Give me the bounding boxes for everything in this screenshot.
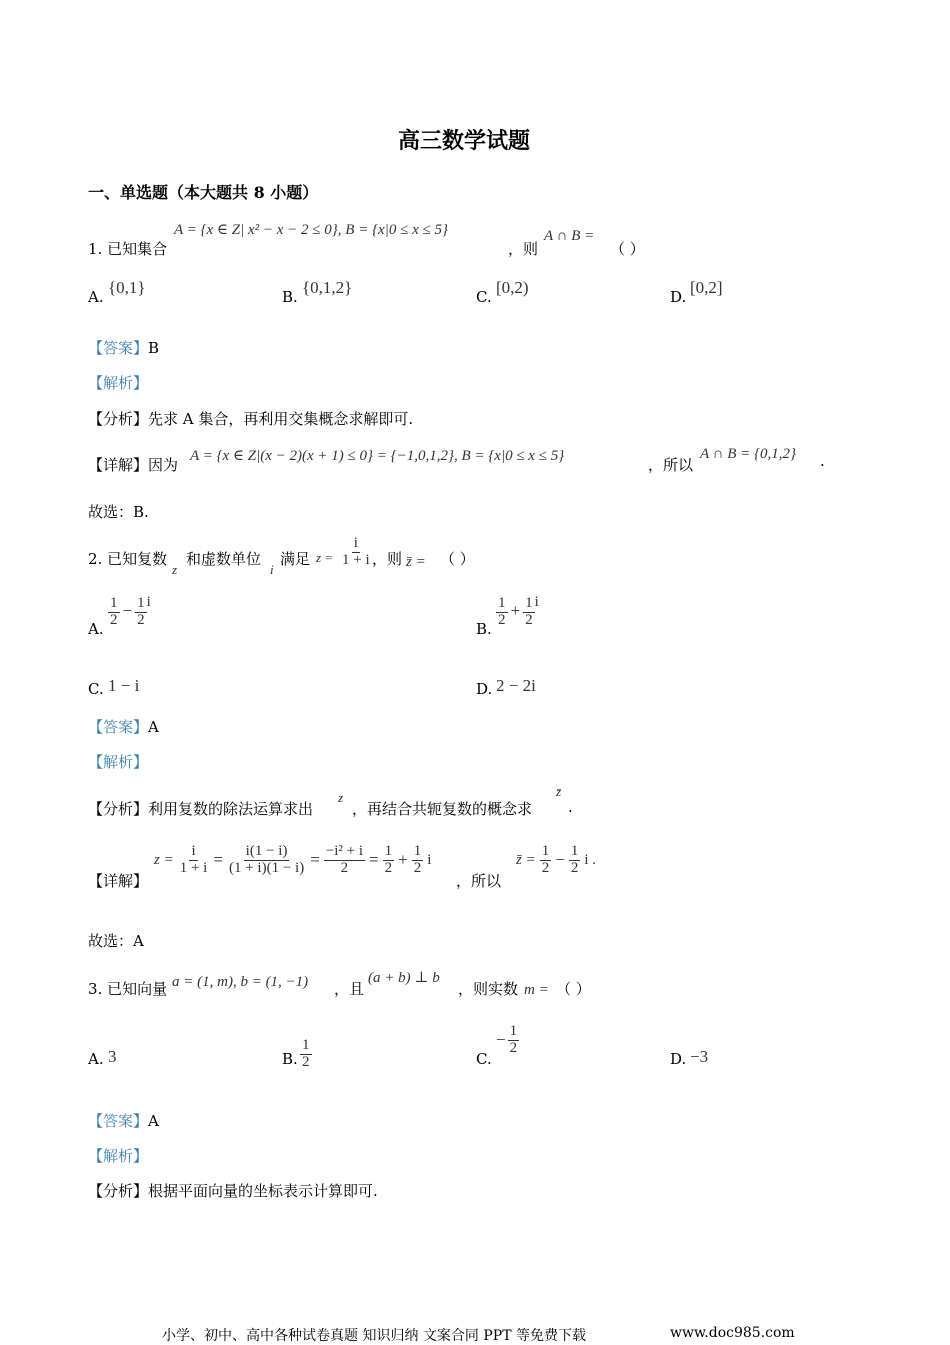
fraction-denominator: 2: [302, 1053, 310, 1070]
q1-xiangjie-math2: A ∩ B = {0,1,2}: [700, 446, 797, 462]
imag-unit: i: [534, 594, 539, 610]
q2-option-b-value: [496, 594, 539, 628]
fraction-numerator: −i² + i: [325, 843, 364, 859]
q3-m: m =: [524, 982, 549, 998]
q2-option-b-label: B.: [476, 620, 492, 638]
fraction-denominator: 2: [384, 859, 393, 876]
q1-option-d-value: [0,2]: [690, 278, 723, 297]
fraction-numerator: 1: [509, 1023, 518, 1039]
q2-option-d-value: 2 − 2i: [496, 676, 536, 695]
fenxi-tag: 【分析】: [88, 800, 149, 818]
fenxi-text: 根据平面向量的坐标表示计算即可.: [148, 1182, 378, 1200]
q2-stem-b: 和虚数单位: [186, 550, 262, 568]
fraction-denominator: 2: [525, 611, 533, 628]
footer-text: 小学、初中、高中各种试卷真题 知识归纳 文案合同 PPT 等免费下载: [162, 1328, 586, 1344]
q1-option-c-label: C.: [476, 288, 492, 306]
answer-value: A: [148, 718, 159, 736]
q2-fenxi-end: .: [568, 798, 573, 816]
fraction-denominator: (1 + i)(1 − i): [228, 859, 305, 876]
q3-jiexi-tag: 【解析】: [88, 1147, 149, 1165]
q1-xiangjie-end: .: [820, 452, 825, 470]
q2-eq-lhs: z =: [316, 550, 334, 565]
q1-answer: [88, 337, 159, 358]
q3-option-a-value: 3: [108, 1047, 117, 1066]
q2-xiangjie-math2: [516, 844, 596, 877]
q2-stem-c: 满足: [280, 550, 311, 568]
imag-unit: i: [146, 594, 151, 610]
imag-unit: i: [427, 851, 432, 868]
q3-paren: （ ）: [556, 980, 591, 998]
q2-stem-a: 2. 已知复数: [88, 550, 168, 568]
q1-then: ，则: [508, 240, 539, 258]
xiangjie-tag: 【详解】: [88, 456, 149, 474]
q2-guxuan: 故选：A: [88, 932, 144, 950]
minus: −: [555, 850, 565, 870]
fraction-numerator: i: [353, 535, 358, 551]
q1-option-b-value: {0,1,2}: [302, 278, 353, 297]
answer-tag: 【答案】: [88, 339, 149, 357]
q1-jiexi-tag: 【解析】: [88, 374, 149, 392]
q1-xiangjie-math: A = {x ∈ Z|(x − 2)(x + 1) ≤ 0} = {−1,0,1,2}, B = {x|0 ≤ x ≤ 5}: [190, 448, 565, 464]
q2-option-c-label: C.: [88, 680, 104, 698]
math-zbar: z̄ =: [516, 851, 536, 868]
q2-answer: [88, 716, 159, 737]
q3-option-b-label: B.: [282, 1050, 298, 1068]
page-title: 高三数学试题: [398, 128, 531, 154]
q2-option-d-label: D.: [476, 680, 493, 698]
fenxi-tag: 【分析】: [88, 1182, 149, 1200]
footer-link[interactable]: www.doc985.com: [670, 1325, 795, 1341]
q3-stem-b: ，且: [334, 980, 365, 998]
fraction-numerator: 1: [570, 843, 579, 859]
q1-option-c-value: [0,2): [496, 278, 529, 297]
fraction-numerator: 1: [498, 594, 506, 611]
section-heading: 一、单选题（本大题共 8 小题）: [88, 183, 319, 202]
answer-tag: 【答案】: [88, 1112, 149, 1130]
math-z: z =: [154, 851, 174, 868]
q3-vecs: a = (1, m), b = (1, −1): [172, 974, 309, 990]
answer-value: B: [148, 339, 160, 357]
q3-option-c-value: [496, 1024, 519, 1057]
minus-sign: −: [496, 1030, 506, 1050]
q2-fenxi-zbar: z̄: [556, 784, 562, 799]
fraction-numerator: 1: [413, 843, 422, 859]
q3-option-c-label: C.: [476, 1050, 492, 1068]
q3-perp: (a + b) ⊥ b: [368, 970, 440, 986]
q2-z: z: [172, 562, 178, 577]
q1-xiangjie: [88, 454, 178, 475]
fraction-numerator: i: [191, 843, 196, 859]
q3-option-b-value: [300, 1038, 312, 1071]
q1-option-d-label: D.: [670, 288, 687, 306]
q2-zbar: z̄ =: [406, 554, 426, 570]
q3-stem-c: ，则实数: [458, 980, 519, 998]
fraction-numerator: 1: [302, 1037, 310, 1053]
q1-fenxi: [88, 408, 413, 429]
q3-stem-a: 3. 已知向量: [88, 980, 168, 998]
fraction-numerator: 1: [525, 594, 533, 611]
q1-option-a-label: A.: [88, 288, 104, 306]
fraction-denominator: 2: [340, 859, 349, 876]
q2-option-c-value: 1 − i: [108, 676, 140, 695]
equals: =: [213, 850, 223, 870]
q1-stem: 1. 已知集合: [88, 240, 168, 258]
q1-option-a-value: {0,1}: [108, 278, 146, 297]
fraction-denominator: 2: [541, 859, 550, 876]
fenxi-text-a: 利用复数的除法运算求出: [148, 800, 314, 818]
q3-option-d-value: −3: [690, 1047, 709, 1066]
q3-fenxi: [88, 1180, 378, 1201]
q2-option-a-value: [108, 594, 151, 628]
q2-i: i: [270, 562, 274, 577]
q2-xiangjie-math: [154, 844, 431, 877]
fraction-denominator: 1 + i: [342, 551, 370, 568]
fraction-numerator: 1: [137, 594, 145, 611]
q3-answer: [88, 1110, 159, 1131]
fraction-numerator: i(1 − i): [245, 843, 288, 859]
q2-xiangjie-tag: 【详解】: [88, 872, 149, 890]
fenxi-text: 先求 A 集合，再利用交集概念求解即可.: [148, 410, 414, 428]
fraction-numerator: 1: [541, 843, 550, 859]
fraction-denominator: 2: [570, 859, 579, 876]
q2-fenxi-z: z: [338, 790, 344, 805]
q2-paren: （ ）: [440, 550, 475, 568]
fraction-denominator: 1 + i: [179, 859, 208, 876]
q2-fenxi-text-b: ，再结合共轭复数的概念求: [352, 800, 533, 818]
q3-option-d-label: D.: [670, 1050, 687, 1068]
plus: +: [398, 850, 408, 870]
operator: +: [510, 601, 521, 620]
tail: i .: [584, 851, 596, 868]
q2-eq-frac: [340, 536, 372, 569]
q1-guxuan: 故选：B.: [88, 503, 149, 521]
q2-jiexi-tag: 【解析】: [88, 753, 149, 771]
equals: =: [369, 850, 379, 870]
q3-option-a-label: A.: [88, 1050, 104, 1068]
fraction-denominator: 2: [137, 611, 145, 628]
answer-tag: 【答案】: [88, 718, 149, 736]
q2-xiangjie-so: ，所以: [456, 872, 502, 890]
fenxi-tag: 【分析】: [88, 410, 149, 428]
q1-math-ask: A ∩ B =: [544, 228, 595, 244]
fraction-denominator: 2: [498, 611, 506, 628]
operator: −: [122, 601, 133, 620]
answer-value: A: [148, 1112, 159, 1130]
q1-paren: （ ）: [610, 240, 645, 258]
fraction-denominator: 2: [509, 1039, 518, 1056]
q1-option-b-label: B.: [282, 288, 298, 306]
equals: =: [310, 850, 320, 870]
fraction-numerator: 1: [384, 843, 393, 859]
fraction-denominator: 2: [413, 859, 422, 876]
q2-fenxi: [88, 798, 313, 819]
xiangjie-pre: 因为: [148, 456, 179, 474]
q2-option-a-label: A.: [88, 620, 104, 638]
q2-stem-d: ，则: [372, 550, 403, 568]
fraction-denominator: 2: [110, 611, 118, 628]
q1-math-sets: A = {x ∈ Z| x² − x − 2 ≤ 0}, B = {x|0 ≤ x ≤ 5}: [174, 222, 448, 238]
fraction-numerator: 1: [110, 594, 118, 611]
q1-xiangjie-mid: ，所以: [648, 456, 694, 474]
